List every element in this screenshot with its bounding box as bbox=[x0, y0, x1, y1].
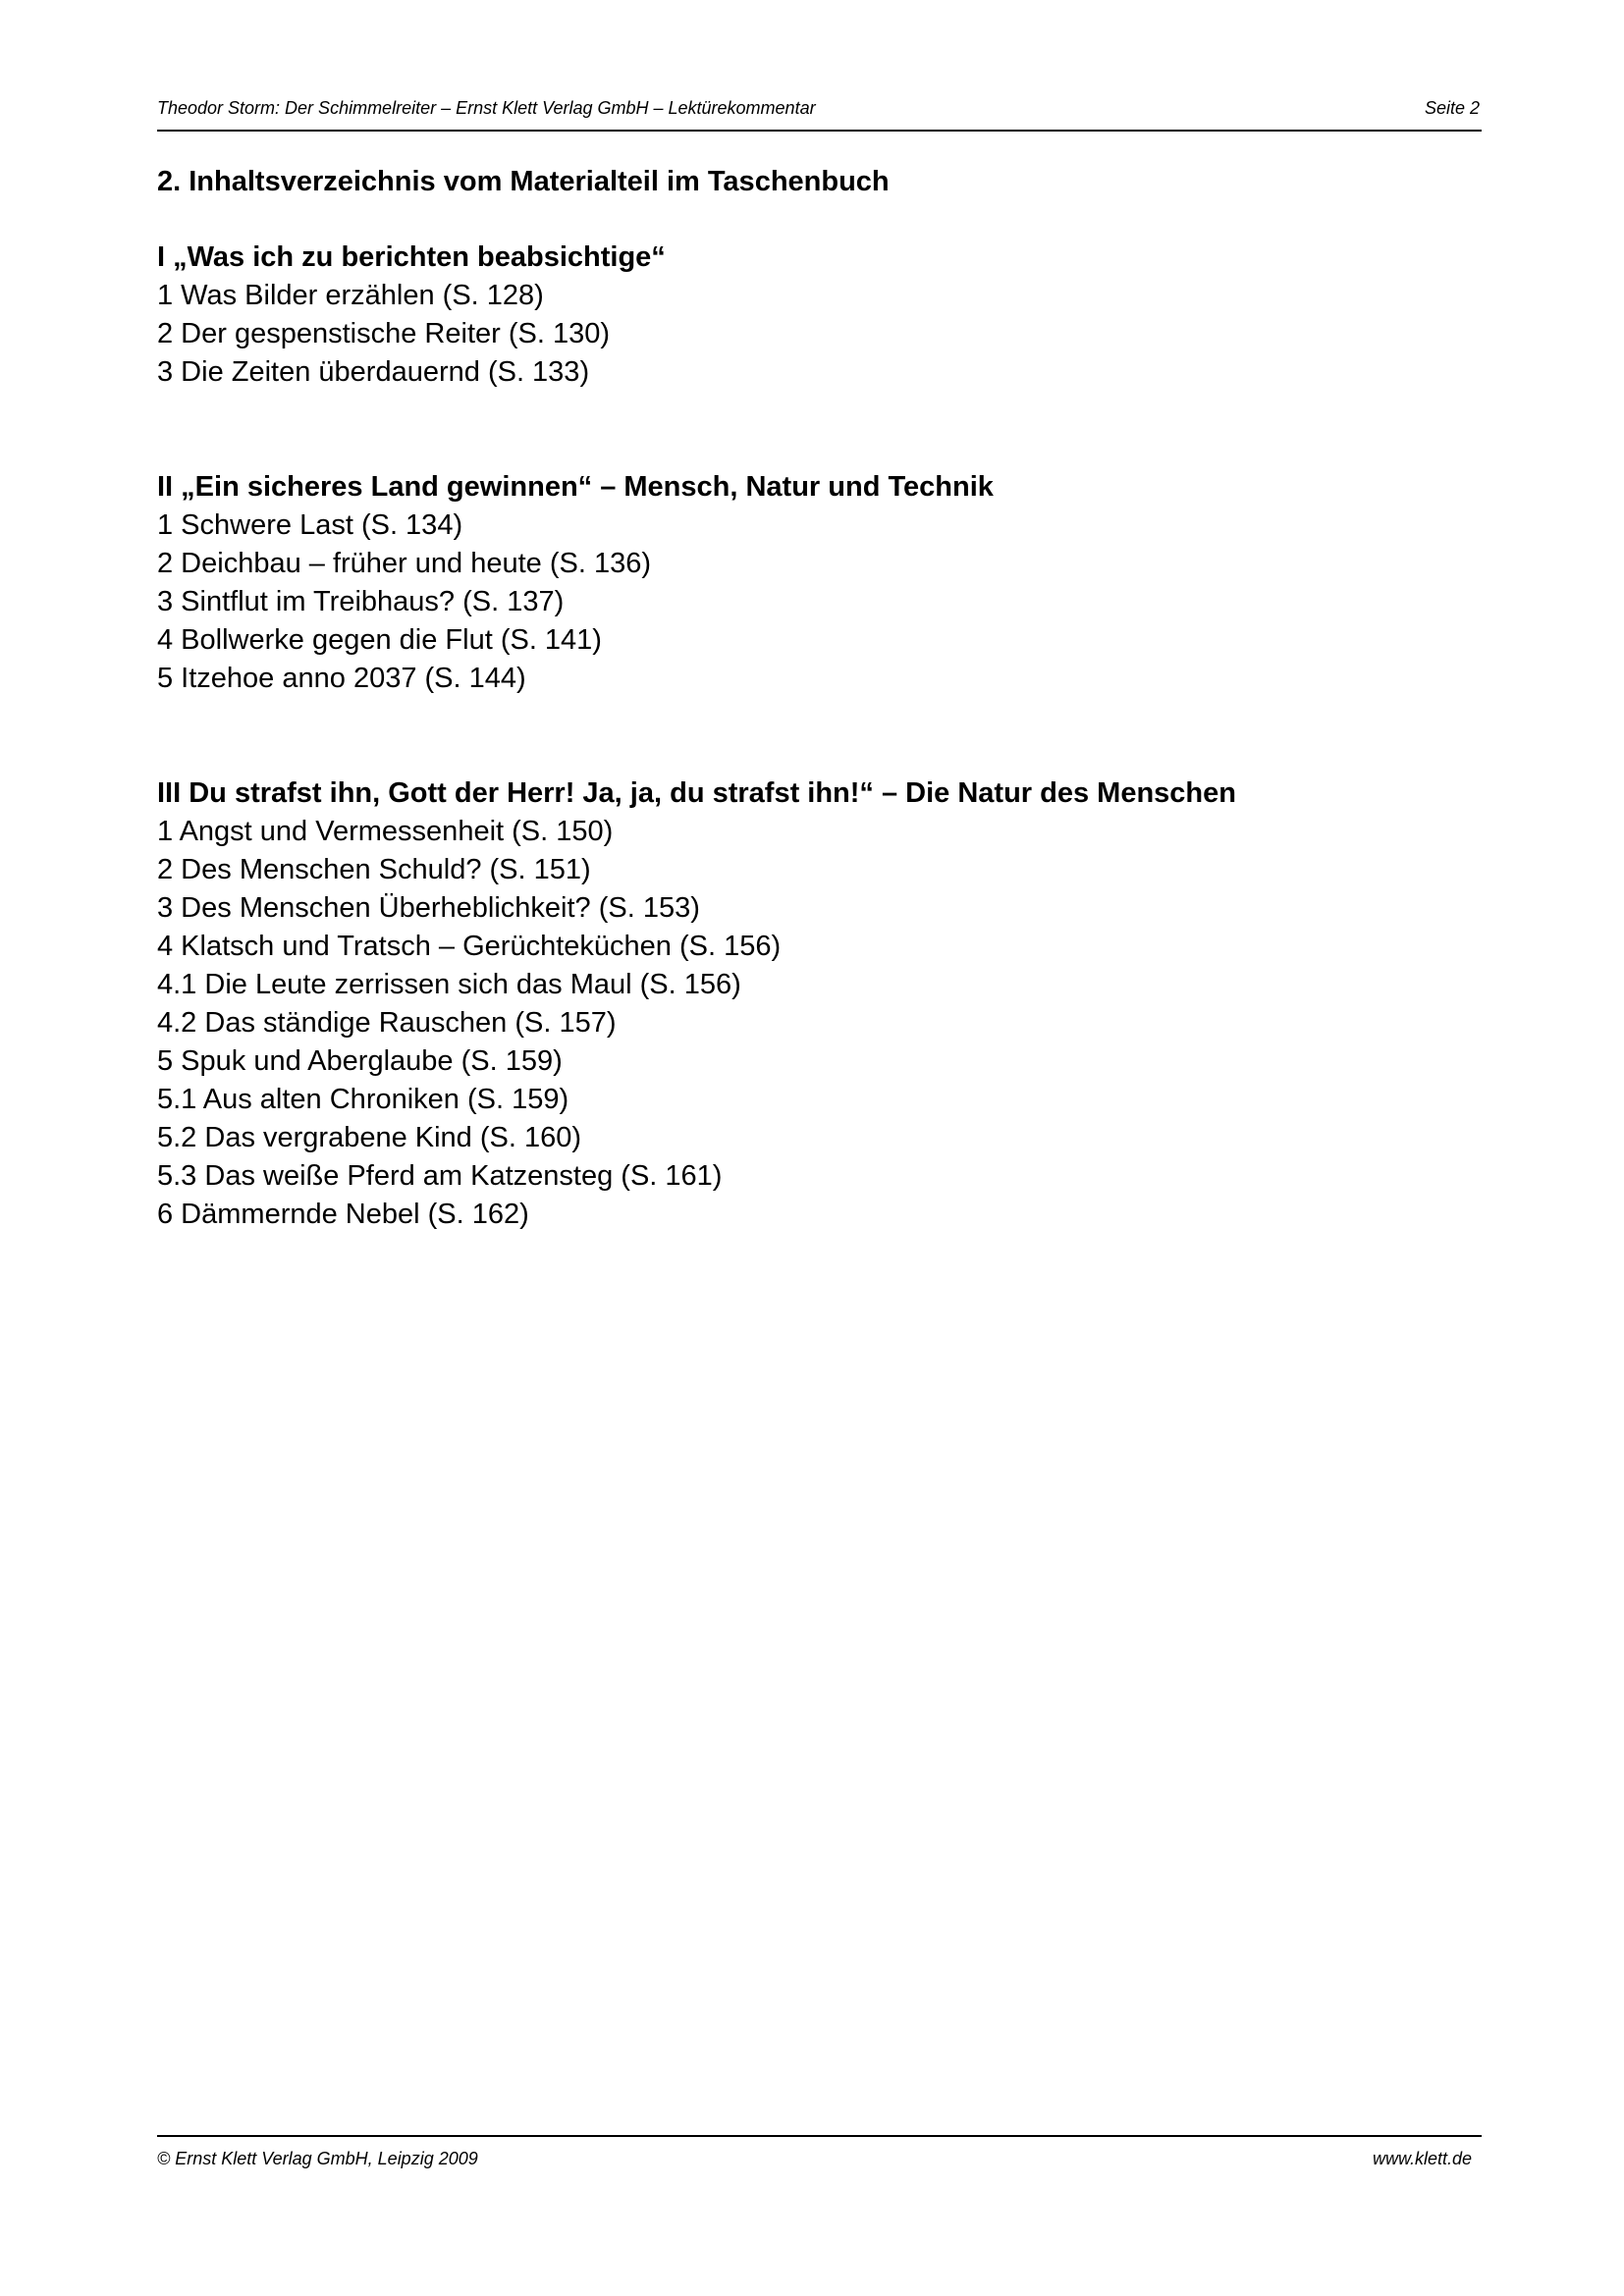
toc-section-heading: I „Was ich zu berichten beabsichtige“ bbox=[157, 241, 666, 273]
toc-section-2 bbox=[157, 468, 1473, 698]
toc-item: 2 Deichbau – früher und heute (S. 136) bbox=[157, 548, 651, 579]
toc-section-3 bbox=[157, 774, 1473, 1234]
toc-item: 1 Was Bilder erzählen (S. 128) bbox=[157, 280, 544, 311]
page-number: Seite 2 bbox=[1424, 98, 1480, 118]
toc-item: 4 Klatsch und Tratsch – Gerüchteküchen (S. 156) bbox=[157, 931, 782, 962]
toc-item: 3 Die Zeiten überdauernd (S. 133) bbox=[157, 356, 590, 388]
toc-item: 3 Sintflut im Treibhaus? (S. 137) bbox=[157, 586, 565, 617]
toc-item: 3 Des Menschen Überheblichkeit? (S. 153) bbox=[157, 892, 700, 924]
toc-item: 5 Spuk und Aberglaube (S. 159) bbox=[157, 1045, 563, 1077]
document-body bbox=[157, 163, 1473, 1234]
toc-item: 2 Der gespenstische Reiter (S. 130) bbox=[157, 318, 610, 349]
toc-section-heading: II „Ein sicheres Land gewinnen“ – Mensch, Natur und Technik bbox=[157, 471, 994, 503]
toc-section-heading: III Du strafst ihn, Gott der Herr! Ja, ja, du strafst ihn!“ – Die Natur des Menschen bbox=[157, 777, 1236, 809]
toc-section-1 bbox=[157, 239, 1473, 392]
toc-item: 4.2 Das ständige Rauschen (S. 157) bbox=[157, 1007, 617, 1039]
toc-item: 5 Itzehoe anno 2037 (S. 144) bbox=[157, 663, 526, 694]
toc-item: 5.2 Das vergrabene Kind (S. 160) bbox=[157, 1122, 582, 1153]
toc-item: 6 Dämmernde Nebel (S. 162) bbox=[157, 1199, 529, 1230]
website-link[interactable]: www.klett.de bbox=[1372, 2149, 1472, 2168]
toc-item: 4.1 Die Leute zerrissen sich das Maul (S. 156) bbox=[157, 969, 741, 1000]
toc-item: 1 Schwere Last (S. 134) bbox=[157, 509, 463, 541]
page-footer bbox=[157, 2135, 1482, 2176]
toc-item: 5.1 Aus alten Chroniken (S. 159) bbox=[157, 1084, 569, 1115]
toc-item: 4 Bollwerke gegen die Flut (S. 141) bbox=[157, 624, 602, 656]
header-title: Theodor Storm: Der Schimmelreiter – Ernst Klett Verlag GmbH – Lektürekommentar bbox=[157, 98, 816, 118]
page-header bbox=[157, 94, 1482, 132]
toc-item: 1 Angst und Vermessenheit (S. 150) bbox=[157, 816, 614, 847]
toc-item: 5.3 Das weiße Pferd am Katzensteg (S. 161) bbox=[157, 1160, 723, 1192]
document-title: 2. Inhaltsverzeichnis vom Materialteil im Taschenbuch bbox=[157, 166, 890, 197]
toc-item: 2 Des Menschen Schuld? (S. 151) bbox=[157, 854, 591, 885]
copyright-text: © Ernst Klett Verlag GmbH, Leipzig 2009 bbox=[157, 2149, 478, 2168]
